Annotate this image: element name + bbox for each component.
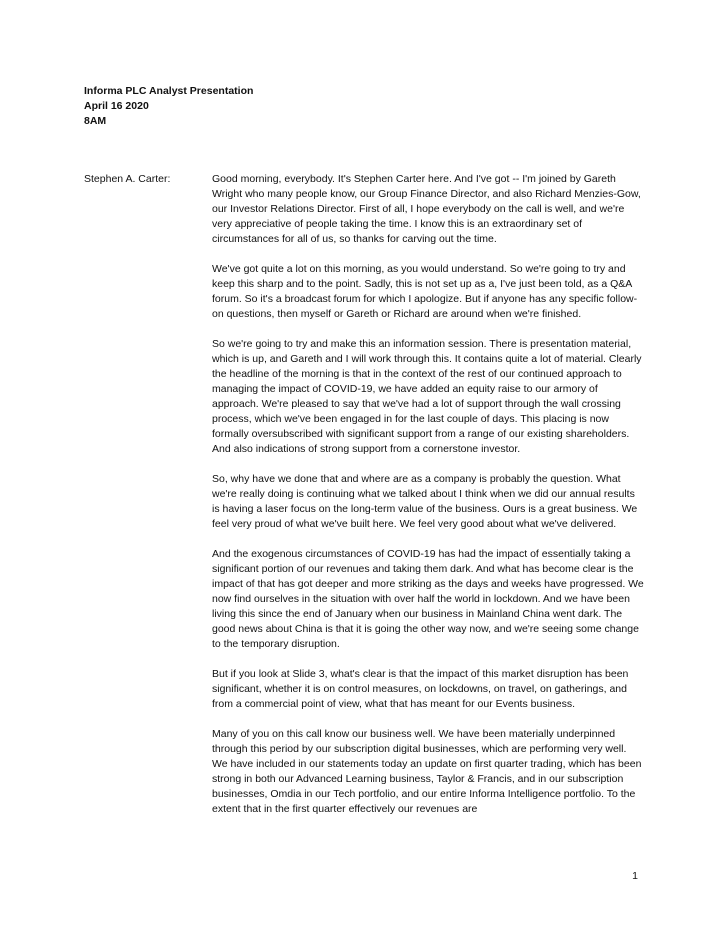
transcript-paragraph: We've got quite a lot on this morning, as you would understand. So we're going to try and keep this sharp and to the point. Sadly, this is not set up as a, I've just been told, as a Q&A forum. So it's a broadcast forum for which I apologize. But if anyone has any specific follow-on questions, then myself or Gareth or Richard are around when we're finished.: [212, 263, 638, 320]
document-title: Informa PLC Analyst Presentation: [84, 85, 254, 97]
speaker-name: Stephen A. Carter:: [84, 173, 171, 185]
page-number: 1: [632, 870, 638, 882]
transcript-paragraph: And the exogenous circumstances of COVID-19 has had the impact of essentially taking a significant portion of our revenues and taking them dark. And what has become clear is the impact of that has got deeper and more striking as the days and weeks have progressed. We now find ourselves in the situation with over half the world in lockdown. And we have been living this since the end of January when our business in Mainland China went dark. The good news about China is that it is going the other way now, and we're seeing some change to the temporary disruption.: [212, 548, 644, 650]
transcript-body: [212, 172, 644, 817]
transcript-paragraph: But if you look at Slide 3, what's clear is that the impact of this market disruption has been significant, whether it is on control measures, on lockdowns, on travel, on gatherings, and from a commercial point of view, what that has meant for our Events business.: [212, 668, 629, 710]
document-time: 8AM: [84, 115, 107, 127]
document-header: [84, 84, 253, 129]
transcript-paragraph: So we're going to try and make this an information session. There is presentation material, which is up, and Gareth and I will work through this. It contains quite a lot of material. Clearly the headline of the morning is that in the context of the rest of our continued approach to managing the impact of COVID-19, we have added an equity raise to our armory of approach. We're pleased to say that we've had a lot of support through the wall crossing process, which we've been engaged in for the last couple of days. This placing is now formally oversubscribed with significant support from a range of our existing shareholders. And also indications of strong support from a cornerstone investor.: [212, 338, 642, 455]
transcript-paragraph: So, why have we done that and where are as a company is probably the question. What we're really doing is continuing what we talked about I think when we did our annual results is having a laser focus on the long-term value of the business. Ours is a great business. We feel very proud of what we've built here. We feel very good about what we've delivered.: [212, 473, 638, 530]
transcript-paragraph: Good morning, everybody. It's Stephen Carter here. And I've got -- I'm joined by Gareth Wright who many people know, our Group Finance Director, and also Richard Menzies-Gow, our Investor Relations Director. First of all, I hope everybody on the call is well, and we're very appreciative of people taking the time. I know this is an extraordinary set of circumstances for all of us, so thanks for carving out the time.: [212, 173, 641, 245]
document-date: April 16 2020: [84, 100, 149, 112]
transcript-paragraph: Many of you on this call know our business well. We have been materially underpinned through this period by our subscription digital businesses, which are performing very well. We have included in our statements today an update on first quarter trading, which has been strong in both our Advanced Learning business, Taylor & Francis, and in our subscription businesses, Omdia in our Tech portfolio, and our entire Informa Intelligence portfolio. To the extent that in the first quarter effectively our revenues are: [212, 728, 642, 815]
